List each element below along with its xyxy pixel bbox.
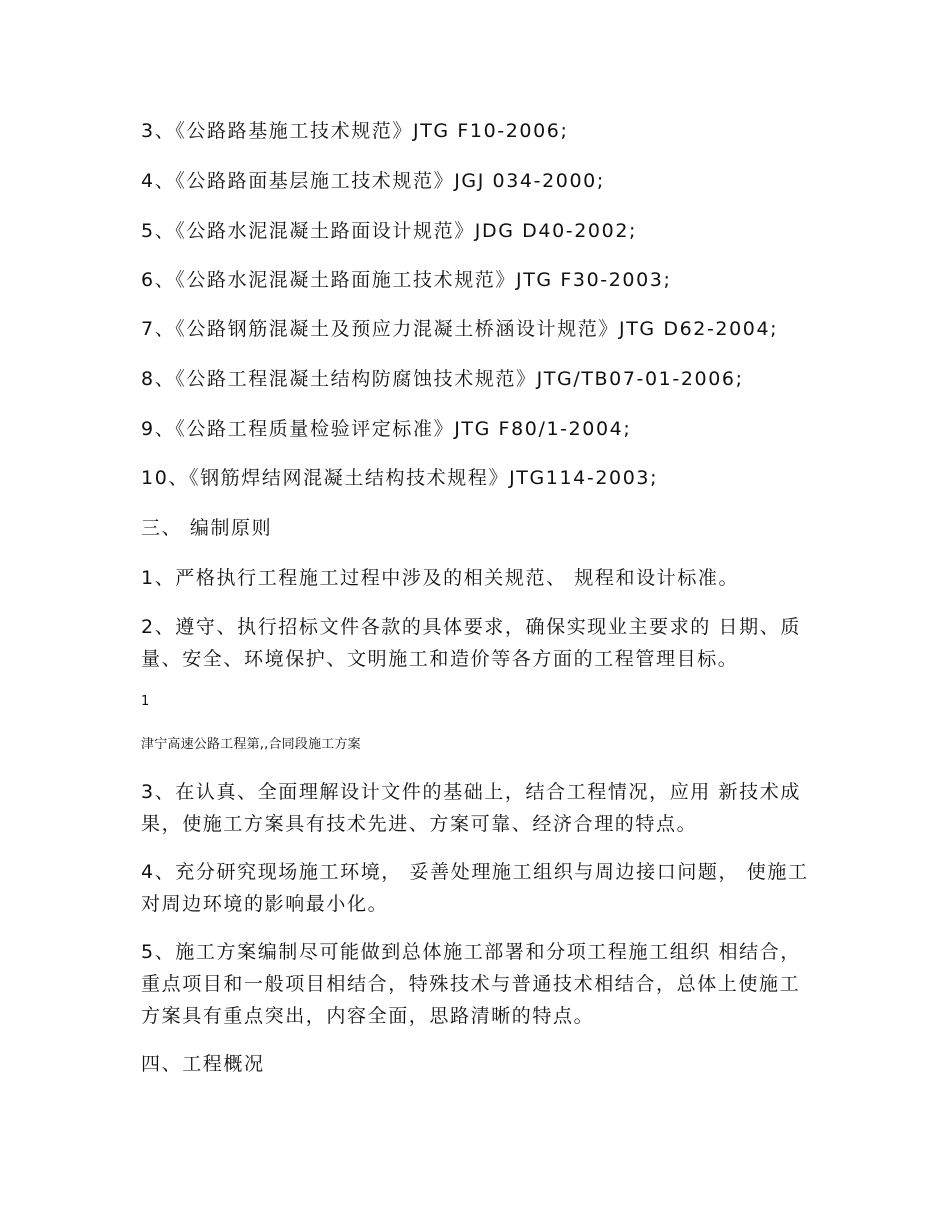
reference-item-7: 7、《公路钢筋混凝土及预应力混凝土桥涵设计规范》JTG D62-2004;: [141, 318, 779, 340]
reference-item-9: 9、《公路工程质量检验评定标准》JTG F80/1-2004;: [141, 418, 632, 440]
page-number: 1: [141, 694, 150, 709]
principle-item-4: 4、充分研究现场施工环境， 妥善处理施工组织与周边接口问题， 使施工对周边环境的影响最小化。: [141, 861, 809, 915]
section-heading-principles: 三、 编制原则: [141, 517, 273, 539]
principle-item-2: 2、遵守、执行招标文件各款的具体要求，确保实现业主要求的 日期、质量、安全、环境保护、文明施工和造价等各方面的工程管理目标。: [141, 616, 801, 670]
principle-item-5: 5、施工方案编制尽可能做到总体施工部署和分项工程施工组织 相结合，重点项目和一般项目相结合，特殊技术与普通技术相结合，总体上使施工方案具有重点突出，内容全面，思路清晰的特点。: [141, 941, 801, 1027]
section-heading-project-overview: 四、工程概况: [141, 1053, 265, 1075]
reference-item-5: 5、《公路水泥混凝土路面设计规范》JDG D40-2002;: [141, 220, 638, 242]
reference-item-3: 3、《公路路基施工技术规范》JTG F10-2006;: [141, 120, 569, 142]
reference-item-4: 4、《公路路面基层施工技术规范》JGJ 034-2000;: [141, 170, 605, 192]
running-header: 津宁高速公路工程第,,合同段施工方案: [141, 737, 361, 752]
principle-item-3: 3、在认真、全面理解设计文件的基础上，结合工程情况，应用 新技术成果，使施工方案具有技术先进、方案可靠、经济合理的特点。: [141, 781, 801, 835]
principle-item-1: 1、严格执行工程施工过程中涉及的相关规范、 规程和设计标准。: [141, 567, 740, 589]
reference-item-10: 10、《钢筋焊结网混凝土结构技术规程》JTG114-2003;: [141, 467, 659, 489]
reference-item-8: 8、《公路工程混凝土结构防腐蚀技术规范》JTG/TB07-01-2006;: [141, 368, 744, 390]
reference-item-6: 6、《公路水泥混凝土路面施工技术规范》JTG F30-2003;: [141, 269, 672, 291]
